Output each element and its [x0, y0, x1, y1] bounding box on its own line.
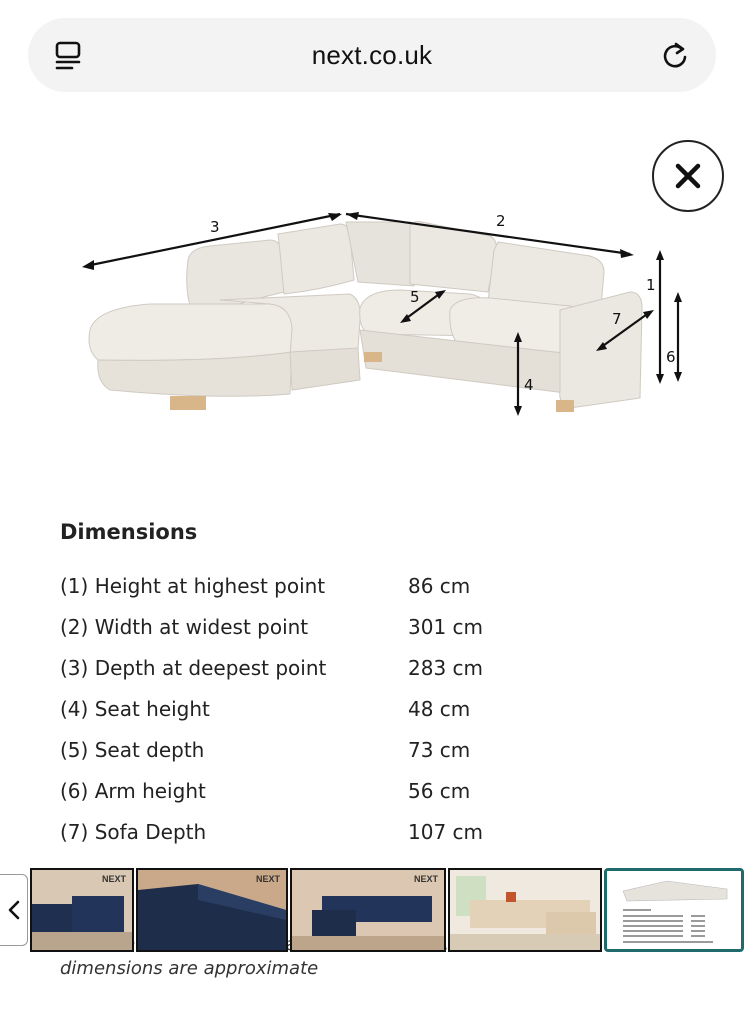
dimension-row: [60, 574, 520, 615]
thumbnail-brand: NEXT: [255, 874, 280, 884]
close-icon: [674, 162, 702, 190]
gallery-thumbnail[interactable]: [290, 868, 446, 952]
dimension-row: [60, 656, 520, 697]
dimension-label: (1) Height at highest point: [60, 574, 326, 598]
dimension-row: [60, 697, 520, 738]
dimension-row: [60, 615, 520, 656]
gallery-thumbnail-selected[interactable]: [604, 868, 744, 952]
thumbnail-image: [450, 870, 600, 950]
marker-7: 7: [612, 310, 622, 328]
previous-thumbnails-button[interactable]: [0, 874, 28, 946]
reload-icon[interactable]: [660, 40, 690, 70]
thumbnail-brand: NEXT: [413, 874, 438, 884]
dimension-row: [60, 738, 520, 779]
dimension-value: 301 cm: [408, 615, 484, 639]
dimension-label: (6) Arm height: [60, 779, 206, 803]
marker-1: 1: [646, 276, 656, 294]
dimension-label: (7) Sofa Depth: [60, 820, 207, 844]
marker-3: 3: [210, 218, 220, 236]
dimension-value: 48 cm: [408, 697, 471, 721]
chevron-left-icon: [7, 899, 21, 921]
url-bar[interactable]: [28, 18, 716, 92]
dimension-label: (5) Seat depth: [60, 738, 205, 762]
sofa-dimension-diagram: [70, 200, 690, 440]
dimension-value: 107 cm: [408, 820, 484, 844]
dimension-row: [60, 820, 520, 861]
dimension-value: 86 cm: [408, 574, 471, 598]
dimension-label: (2) Width at widest point: [60, 615, 309, 639]
approximate-note: dimensions are approximate: [60, 958, 319, 979]
reader-mode-icon[interactable]: [54, 40, 82, 70]
url-domain[interactable]: next.co.uk: [311, 39, 433, 70]
marker-5: 5: [410, 288, 420, 306]
marker-6: 6: [666, 348, 676, 366]
gallery-thumbnail[interactable]: [136, 868, 288, 952]
thumbnail-image: [607, 871, 741, 949]
dimensions-table: [60, 574, 520, 861]
thumbnail-strip: [0, 866, 744, 954]
marker-4: 4: [524, 376, 534, 394]
dimension-value: 73 cm: [408, 738, 471, 762]
dimensions-title: Dimensions: [60, 520, 198, 544]
dimension-value: 283 cm: [408, 656, 484, 680]
gallery-thumbnail[interactable]: [448, 868, 602, 952]
thumbnail-brand: NEXT: [101, 874, 126, 884]
marker-2: 2: [496, 212, 506, 230]
gallery-thumbnail[interactable]: [30, 868, 134, 952]
dimension-label: (3) Depth at deepest point: [60, 656, 327, 680]
dimension-label: (4) Seat height: [60, 697, 210, 721]
dimension-row: [60, 779, 520, 820]
dimension-value: 56 cm: [408, 779, 471, 803]
